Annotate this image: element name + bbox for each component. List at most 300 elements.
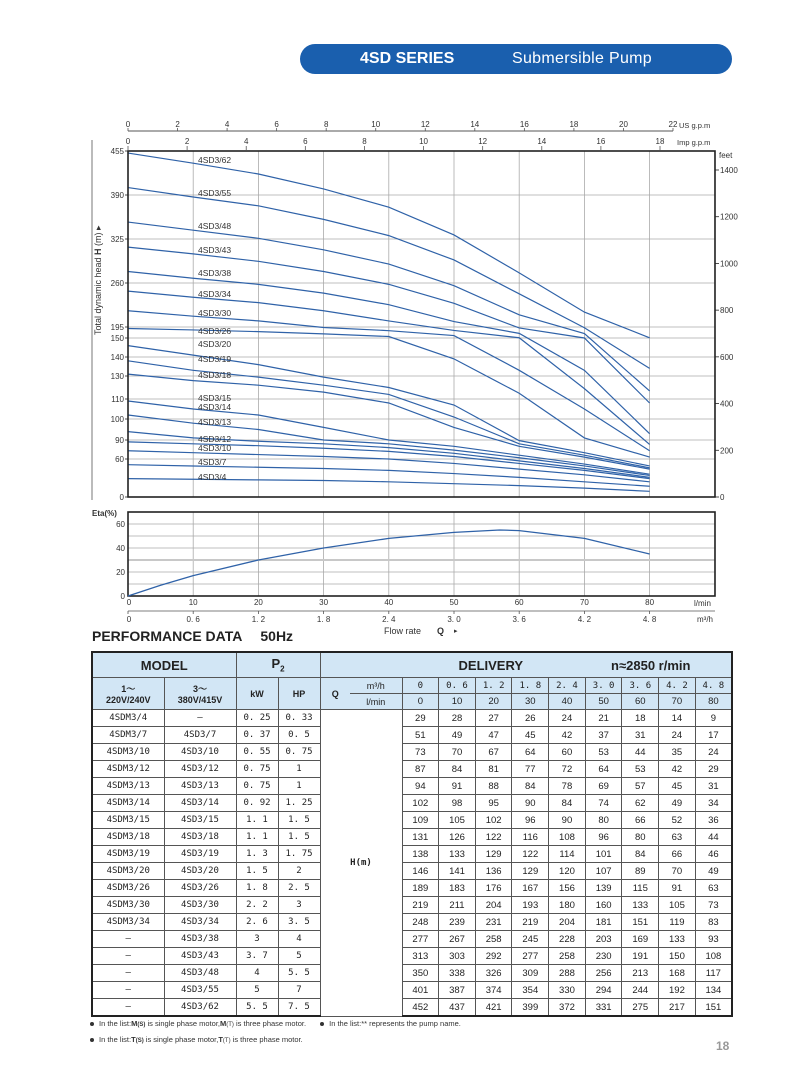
left-tick-label: 325: [110, 235, 124, 244]
m3h-axis-label: m³/h: [697, 615, 713, 624]
head-value: 96: [512, 812, 549, 829]
imp-gpm-tick-label: 2: [184, 137, 190, 146]
three-phase-model: 4SD3/10: [164, 744, 236, 761]
head-value: 44: [695, 829, 732, 846]
head-value: 122: [475, 829, 512, 846]
table-row: [92, 897, 732, 914]
delivery-header: [320, 652, 732, 678]
lmin-tick-label: 40: [384, 598, 394, 607]
head-value: 108: [549, 829, 586, 846]
head-value: 133: [659, 931, 696, 948]
curve-label: 4SD3/15: [198, 393, 232, 403]
head-value: 288: [549, 965, 586, 982]
q-lmin-cell: 60: [622, 694, 659, 710]
table-row: [92, 965, 732, 982]
head-value: 213: [622, 965, 659, 982]
note-text: In the list:** represents the pump name.: [329, 1019, 461, 1028]
head-value: 31: [622, 727, 659, 744]
head-value: 24: [695, 744, 732, 761]
power-kw: 3: [236, 931, 278, 948]
single-phase-header: [92, 678, 164, 710]
single-phase-model: 4SDM3/13: [92, 778, 164, 795]
table-row: [92, 982, 732, 999]
power-hp: 0. 5: [278, 727, 320, 744]
three-phase-model: 4SD3/15: [164, 812, 236, 829]
head-value: 60: [549, 744, 586, 761]
curve-label: 4SD3/38: [198, 268, 232, 278]
bullet-icon: [320, 1022, 324, 1026]
m3h-unit: m³/h: [350, 678, 402, 694]
single-phase-model: –: [92, 931, 164, 948]
head-unit: (m): [355, 857, 372, 868]
power-hp: 2. 5: [278, 880, 320, 897]
right-tick-label: 600: [720, 352, 734, 362]
imp-gpm-tick-label: 6: [303, 137, 308, 146]
head-value: 84: [549, 795, 586, 812]
note-text: M: [219, 1019, 227, 1028]
table-row: [92, 863, 732, 880]
single-phase-symbol: 1～: [121, 684, 136, 694]
curve-label: 4SD3/14: [198, 402, 232, 412]
head-value: 168: [659, 965, 696, 982]
head-value: 115: [622, 880, 659, 897]
power-hp: 2: [278, 863, 320, 880]
head-value: 114: [549, 846, 586, 863]
head-value: 21: [585, 710, 622, 727]
imp-gpm-tick-label: 0: [125, 137, 131, 146]
hp-header: HP: [278, 678, 320, 710]
q-lmin-cell: 50: [585, 694, 622, 710]
p2-header: [236, 652, 320, 678]
single-phase-model: 4SDM3/26: [92, 880, 164, 897]
left-tick-label: 455: [110, 147, 124, 156]
q-lmin-cell: 20: [475, 694, 512, 710]
head-value: 421: [475, 999, 512, 1017]
head-value: 181: [585, 914, 622, 931]
curve-label: 4SD3/10: [198, 443, 232, 453]
head-value: 49: [659, 795, 696, 812]
three-phase-header: [164, 678, 236, 710]
head-value: 292: [475, 948, 512, 965]
arrow-icon: ▸: [454, 628, 458, 635]
lmin-tick-label: 60: [514, 598, 524, 607]
single-phase-model: 4SDM3/15: [92, 812, 164, 829]
head-value: 102: [475, 812, 512, 829]
curve-label: 4SD3/18: [198, 370, 232, 380]
head-value: 239: [439, 914, 476, 931]
lmin-unit: l/min: [350, 694, 402, 710]
power-kw: 1. 1: [236, 812, 278, 829]
power-hp: 1: [278, 778, 320, 795]
single-phase-voltage: 220V/240V: [105, 695, 151, 705]
head-value: 93: [695, 931, 732, 948]
curve-label: 4SD3/26: [198, 326, 232, 336]
head-value: 119: [659, 914, 696, 931]
head-value: 146: [402, 863, 439, 880]
head-value: 44: [622, 744, 659, 761]
eta-tick-label: 60: [116, 520, 125, 529]
curve-label: 4SD3/20: [198, 339, 232, 349]
p2-sub: 2: [280, 664, 285, 674]
head-value: 42: [549, 727, 586, 744]
head-value: 267: [439, 931, 476, 948]
curve-label: 4SD3/19: [198, 354, 232, 364]
left-tick-label: 60: [115, 455, 124, 464]
us-gpm-tick-label: 22: [668, 120, 678, 129]
table-row: [92, 846, 732, 863]
note-text: M: [131, 1019, 138, 1028]
left-tick-label: 130: [110, 372, 124, 381]
head-value: 231: [475, 914, 512, 931]
single-phase-model: 4SDM3/20: [92, 863, 164, 880]
head-value: 294: [585, 982, 622, 999]
single-phase-model: 4SDM3/19: [92, 846, 164, 863]
q-m3h-cell: 3. 6: [622, 678, 659, 694]
head-value: 29: [402, 710, 439, 727]
head-value: 34: [695, 795, 732, 812]
single-phase-model: 4SDM3/34: [92, 914, 164, 931]
head-value: 29: [695, 761, 732, 778]
left-tick-label: 390: [110, 191, 124, 200]
delivery-label: DELIVERY: [458, 657, 524, 673]
head-value: 331: [585, 999, 622, 1017]
left-tick-label: 150: [110, 334, 124, 343]
head-value: 230: [585, 948, 622, 965]
table-row: [92, 914, 732, 931]
three-phase-model: 4SD3/43: [164, 948, 236, 965]
single-phase-model: 4SDM3/12: [92, 761, 164, 778]
head-value: 303: [439, 948, 476, 965]
head-value: 326: [475, 965, 512, 982]
note-text: In the list:: [99, 1019, 132, 1028]
three-phase-model: 4SD3/38: [164, 931, 236, 948]
single-phase-model: 4SDM3/14: [92, 795, 164, 812]
table-row: [92, 744, 732, 761]
curve-label: 4SD3/62: [198, 155, 232, 165]
head-value: 277: [402, 931, 439, 948]
head-label-cell: [320, 710, 402, 1017]
head-value: 217: [659, 999, 696, 1017]
head-value: 91: [659, 880, 696, 897]
three-phase-model: 4SD3/14: [164, 795, 236, 812]
curve-label: 4SD3/12: [198, 434, 232, 444]
single-phase-model: 4SDM3/4: [92, 710, 164, 727]
note-text: T: [131, 1035, 136, 1044]
us-gpm-tick-label: 18: [569, 120, 579, 129]
note-text: In the list:: [99, 1035, 132, 1044]
three-phase-model: 4SD3/12: [164, 761, 236, 778]
table-row: [92, 931, 732, 948]
head-value: 277: [512, 948, 549, 965]
power-hp: 1. 25: [278, 795, 320, 812]
table-row: [92, 999, 732, 1017]
q-m3h-cell: 4. 2: [659, 678, 696, 694]
imp-gpm-tick-label: 16: [596, 137, 606, 146]
single-phase-model: –: [92, 999, 164, 1017]
left-tick-label: 100: [110, 415, 124, 424]
head-value: 248: [402, 914, 439, 931]
curve-label: 4SD3/43: [198, 245, 232, 255]
us-gpm-tick-label: 0: [125, 120, 131, 129]
bullet-icon: [90, 1022, 94, 1026]
three-phase-model: 4SD3/13: [164, 778, 236, 795]
power-hp: 5. 5: [278, 965, 320, 982]
table-row: [92, 795, 732, 812]
eta-chart-frame: [128, 512, 715, 596]
head-value: 37: [585, 727, 622, 744]
table-row: [92, 812, 732, 829]
head-value: 338: [439, 965, 476, 982]
head-value: 109: [402, 812, 439, 829]
eta-tick-label: 20: [116, 568, 125, 577]
three-phase-model: –: [164, 710, 236, 727]
head-value: 84: [439, 761, 476, 778]
head-value: 108: [695, 948, 732, 965]
head-value: 66: [622, 812, 659, 829]
power-kw: 0. 75: [236, 761, 278, 778]
imp-gpm-tick-label: 18: [655, 137, 665, 146]
q-lmin-cell: 80: [695, 694, 732, 710]
head-value: 24: [549, 710, 586, 727]
head-value: 141: [439, 863, 476, 880]
table-row: [92, 880, 732, 897]
head-value: 91: [439, 778, 476, 795]
us-gpm-tick-label: 12: [420, 120, 430, 129]
right-tick-label: 800: [720, 306, 734, 316]
head-value: 122: [512, 846, 549, 863]
table-row: [92, 948, 732, 965]
curve-label: 4SD3/55: [198, 188, 232, 198]
head-value: 84: [512, 778, 549, 795]
head-value: 129: [512, 863, 549, 880]
q-m3h-cell: 0. 6: [439, 678, 476, 694]
m3h-tick-label: 0: [126, 615, 132, 624]
head-value: 401: [402, 982, 439, 999]
power-hp: 1. 75: [278, 846, 320, 863]
frequency-label: 50Hz: [260, 628, 294, 644]
head-value: 105: [439, 812, 476, 829]
power-kw: 1. 1: [236, 829, 278, 846]
head-value: 204: [549, 914, 586, 931]
head-value: 96: [585, 829, 622, 846]
right-tick-label: 1200: [720, 212, 738, 222]
right-tick-label: 200: [720, 446, 734, 456]
lmin-tick-label: 10: [188, 598, 198, 607]
head-value: 80: [585, 812, 622, 829]
head-value: 98: [439, 795, 476, 812]
head-value: 309: [512, 965, 549, 982]
single-phase-model: 4SDM3/7: [92, 727, 164, 744]
us-gpm-tick-label: 14: [470, 120, 480, 129]
note-text: is single phase motor,: [145, 1019, 220, 1028]
imp-gpm-tick-label: 14: [537, 137, 547, 146]
power-hp: 1. 5: [278, 812, 320, 829]
lmin-tick-label: 30: [319, 598, 329, 607]
head-value: 116: [512, 829, 549, 846]
head-value: 176: [475, 880, 512, 897]
lmin-tick-label: 0: [126, 598, 132, 607]
head-value: 189: [402, 880, 439, 897]
q-m3h-cell: 2. 4: [549, 678, 586, 694]
head-value: 77: [512, 761, 549, 778]
head-value: 70: [659, 863, 696, 880]
head-value: 80: [622, 829, 659, 846]
power-kw: 0. 92: [236, 795, 278, 812]
head-value: 90: [549, 812, 586, 829]
head-value: 45: [659, 778, 696, 795]
head-value: 258: [475, 931, 512, 948]
performance-label: PERFORMANCE DATA: [92, 628, 243, 644]
us-gpm-label: US g.p.m: [679, 121, 711, 130]
lmin-axis-label: l/min: [694, 599, 711, 608]
power-hp: 7. 5: [278, 999, 320, 1017]
three-phase-model: 4SD3/48: [164, 965, 236, 982]
us-gpm-tick-label: 4: [224, 120, 230, 129]
head-value: 437: [439, 999, 476, 1017]
power-hp: 1: [278, 761, 320, 778]
head-value: 167: [512, 880, 549, 897]
single-phase-model: –: [92, 965, 164, 982]
table-row: [92, 727, 732, 744]
q-m3h-cell: 0: [402, 678, 439, 694]
head-value: 105: [659, 897, 696, 914]
q-m3h-cell: 1. 2: [475, 678, 512, 694]
head-value: 193: [512, 897, 549, 914]
head-value: 18: [622, 710, 659, 727]
power-kw: 1. 8: [236, 880, 278, 897]
head-value: 62: [622, 795, 659, 812]
page-number: 18: [716, 1039, 730, 1053]
power-kw: 0. 55: [236, 744, 278, 761]
m3h-tick-label: 1. 8: [316, 615, 331, 624]
lmin-tick-label: 80: [645, 598, 655, 607]
lmin-tick-label: 70: [579, 598, 589, 607]
note-1: [90, 1019, 461, 1028]
us-gpm-tick-label: 8: [323, 120, 329, 129]
curve-label: 4SD3/34: [198, 289, 232, 299]
power-kw: 3. 7: [236, 948, 278, 965]
flow-symbol: Q: [437, 626, 445, 636]
head-value: 203: [585, 931, 622, 948]
power-kw: 4: [236, 965, 278, 982]
head-value: 160: [585, 897, 622, 914]
table-row: [92, 829, 732, 846]
note-text: (T): [222, 1038, 231, 1044]
imp-gpm-tick-label: 12: [478, 137, 488, 146]
head-value: 101: [585, 846, 622, 863]
q-lmin-cell: 0: [402, 694, 439, 710]
head-value: 244: [622, 982, 659, 999]
right-tick-label: 400: [720, 399, 734, 409]
note-text: is single phase motor,: [143, 1035, 219, 1044]
power-kw: 0. 25: [236, 710, 278, 727]
table-row: [92, 778, 732, 795]
head-value: 94: [402, 778, 439, 795]
head-value: 53: [622, 761, 659, 778]
head-value: 24: [659, 727, 696, 744]
head-value: 245: [512, 931, 549, 948]
three-phase-model: 4SD3/55: [164, 982, 236, 999]
curve-label: 4SD3/30: [198, 308, 232, 318]
three-phase-model: 4SD3/34: [164, 914, 236, 931]
three-phase-model: 4SD3/18: [164, 829, 236, 846]
single-phase-model: 4SDM3/10: [92, 744, 164, 761]
head-value: 51: [402, 727, 439, 744]
head-value: 63: [659, 829, 696, 846]
head-value: 67: [475, 744, 512, 761]
q-m3h-cell: 4. 8: [695, 678, 732, 694]
power-hp: 3: [278, 897, 320, 914]
head-value: 42: [659, 761, 696, 778]
single-phase-model: –: [92, 982, 164, 999]
note-text: is three phase motor.: [230, 1035, 303, 1044]
left-tick-label: 195: [110, 323, 124, 332]
head-value: 102: [402, 795, 439, 812]
power-hp: 0. 75: [278, 744, 320, 761]
head-value: 204: [475, 897, 512, 914]
head-value: 64: [585, 761, 622, 778]
head-value: 313: [402, 948, 439, 965]
head-value: 89: [622, 863, 659, 880]
eta-axis-title: Eta(%): [92, 509, 117, 518]
performance-title: [92, 628, 293, 644]
head-value: 138: [402, 846, 439, 863]
head-value: 131: [402, 829, 439, 846]
power-hp: 1. 5: [278, 829, 320, 846]
curve-label: 4SD3/7: [198, 457, 227, 467]
q-m3h-cell: 3. 0: [585, 678, 622, 694]
head-value: 66: [659, 846, 696, 863]
head-value: 49: [439, 727, 476, 744]
head-value: 78: [549, 778, 586, 795]
m3h-tick-label: 4. 2: [577, 615, 592, 624]
q-lmin-cell: 10: [439, 694, 476, 710]
us-gpm-tick-label: 10: [371, 120, 381, 129]
head-value: 90: [512, 795, 549, 812]
head-value: 156: [549, 880, 586, 897]
head-value: 47: [475, 727, 512, 744]
curve-label: 4SD3/4: [198, 472, 227, 482]
q-m3h-cell: 1. 8: [512, 678, 549, 694]
head-value: 28: [439, 710, 476, 727]
head-value: 256: [585, 965, 622, 982]
us-gpm-tick-label: 2: [175, 120, 180, 129]
us-gpm-tick-label: 20: [619, 120, 628, 129]
imp-gpm-tick-label: 10: [419, 137, 429, 146]
head-value: 211: [439, 897, 476, 914]
three-phase-model: 4SD3/26: [164, 880, 236, 897]
head-value: 17: [695, 727, 732, 744]
m3h-tick-label: 0. 6: [186, 615, 200, 624]
head-value: 84: [622, 846, 659, 863]
power-hp: 4: [278, 931, 320, 948]
note-text: (S): [137, 1022, 146, 1028]
head-value: 258: [549, 948, 586, 965]
head-value: 151: [622, 914, 659, 931]
speed-label: n≈2850 r/min: [611, 657, 691, 673]
power-kw: 5: [236, 982, 278, 999]
power-kw: 1. 3: [236, 846, 278, 863]
head-value: 129: [475, 846, 512, 863]
power-kw: 2. 6: [236, 914, 278, 931]
head-value: 81: [475, 761, 512, 778]
head-value: 228: [549, 931, 586, 948]
curve-label: 4SD3/13: [198, 417, 232, 427]
head-value: 191: [622, 948, 659, 965]
head-value: 14: [659, 710, 696, 727]
kw-header: kW: [236, 678, 278, 710]
head-value: 26: [512, 710, 549, 727]
